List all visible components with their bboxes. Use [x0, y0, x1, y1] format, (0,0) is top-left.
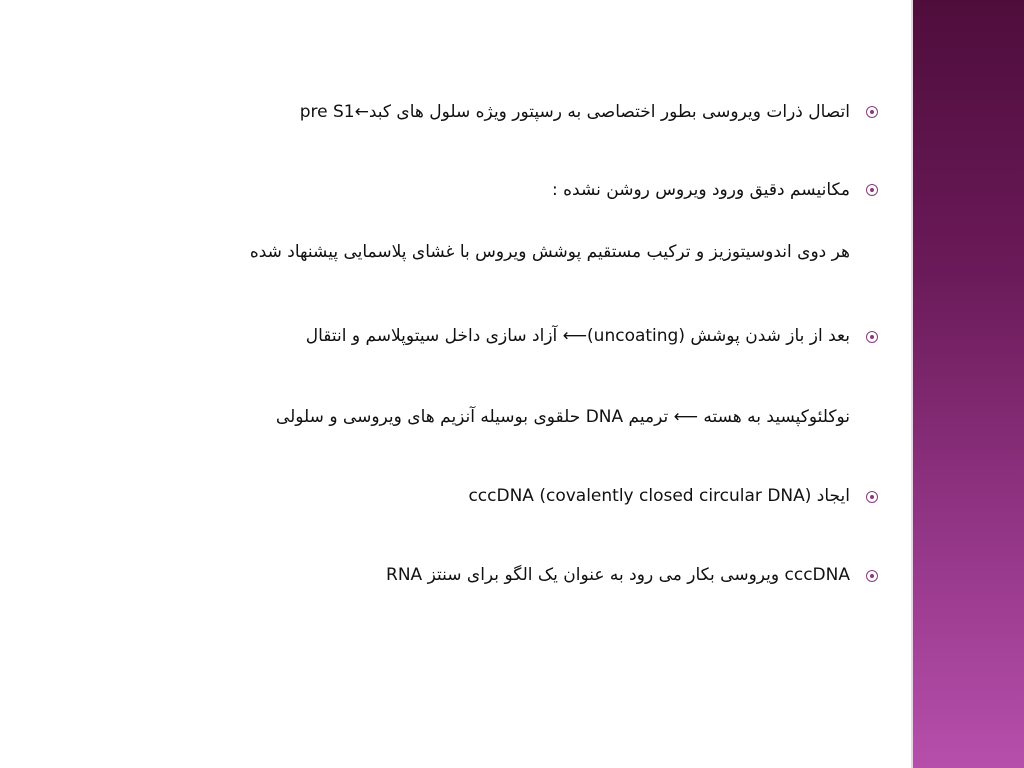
bullet-text-cccdna-formation: ایجاد cccDNA (covalently closed circular DNA) — [468, 486, 850, 506]
bullet-icon — [866, 570, 878, 582]
bullet-icon — [866, 106, 878, 118]
bullet-text-rna-template: cccDNA ویروسی بکار می رود به عنوان یک الگو برای سنتز RNA — [386, 565, 850, 585]
bullet-text-uncoating: بعد از باز شدن پوشش (uncoating)⟵ آزاد سازی داخل سیتوپلاسم و انتقال — [305, 326, 850, 346]
continuation-text-endocytosis: هر دوی اندوسیتوزیز و ترکیب مستقیم پوشش ویروس با غشای پلاسمایی پیشنهاد شده — [249, 242, 850, 262]
bullet-icon — [866, 491, 878, 503]
decorative-sidebar — [911, 0, 1024, 768]
bullet-icon — [866, 331, 878, 343]
bullet-text-attachment: اتصال ذرات ویروسی بطور اختصاصی به رسپتور ویژه سلول های کبد←pre S1 — [299, 102, 850, 122]
continuation-text-nucleocapsid: نوکلئوکپسید به هسته ⟵ ترمیم DNA حلقوی بوسیله آنزیم های ویروسی و سلولی — [275, 407, 850, 427]
bullet-icon — [866, 184, 878, 196]
bullet-text-entry-mechanism: مکانیسم دقیق ورود ویروس روشن نشده : — [552, 180, 850, 200]
